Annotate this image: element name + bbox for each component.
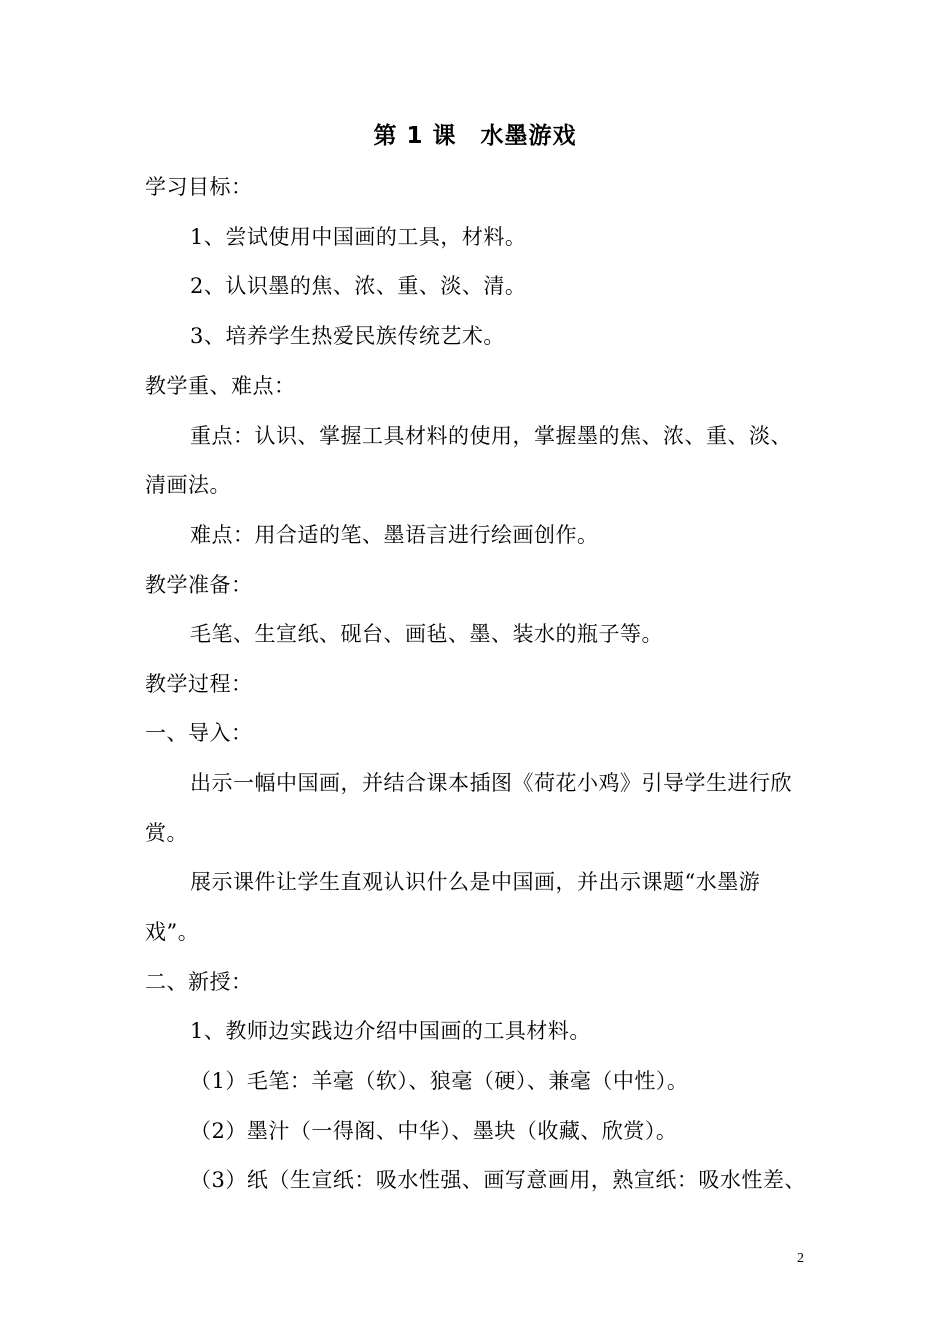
material-brush: （1）毛笔：羊毫（软）、狼毫（硬）、兼毫（中性）。 — [190, 1069, 689, 1093]
goal-item-2: 2、认识墨的焦、浓、重、淡、清。 — [190, 274, 527, 298]
intro-paragraph-1: 出示一幅中国画，并结合课本插图《荷花小鸡》引导学生进行欣 — [190, 771, 792, 795]
new-teaching-item-1: 1、教师边实践边介绍中国画的工具材料。 — [190, 1019, 591, 1043]
heading-learning-goals: 学习目标： — [145, 175, 253, 199]
key-point-text-cont: 清画法。 — [145, 473, 231, 497]
goal-item-3: 3、培养学生热爱民族传统艺术。 — [190, 324, 505, 348]
page-number: 2 — [797, 1251, 804, 1266]
key-point-text: 重点：认识、掌握工具材料的使用，掌握墨的焦、浓、重、淡、 — [190, 424, 792, 448]
heading-preparation: 教学准备： — [145, 573, 253, 597]
goal-item-1: 1、尝试使用中国画的工具，材料。 — [190, 225, 527, 249]
difficult-point-text: 难点：用合适的笔、墨语言进行绘画创作。 — [190, 523, 599, 547]
intro-paragraph-2: 展示课件让学生直观认识什么是中国画，并出示课题“水墨游 — [190, 870, 761, 894]
section-intro: 一、导入： — [145, 721, 253, 745]
section-new-teaching: 二、新授： — [145, 970, 253, 994]
preparation-text: 毛笔、生宣纸、砚台、画毡、墨、装水的瓶子等。 — [190, 622, 663, 646]
lesson-title: 第 1 课 水墨游戏 — [373, 123, 577, 149]
intro-paragraph-1-cont: 赏。 — [145, 821, 188, 845]
heading-key-points: 教学重、难点： — [145, 374, 296, 398]
material-paper: （3）纸（生宣纸：吸水性强、画写意画用，熟宣纸：吸水性差、 — [190, 1168, 806, 1192]
material-ink: （2）墨汁（一得阁、中华）、墨块（收藏、欣赏）。 — [190, 1119, 678, 1143]
intro-paragraph-2-cont: 戏”。 — [145, 920, 200, 944]
heading-process: 教学过程： — [145, 672, 253, 696]
